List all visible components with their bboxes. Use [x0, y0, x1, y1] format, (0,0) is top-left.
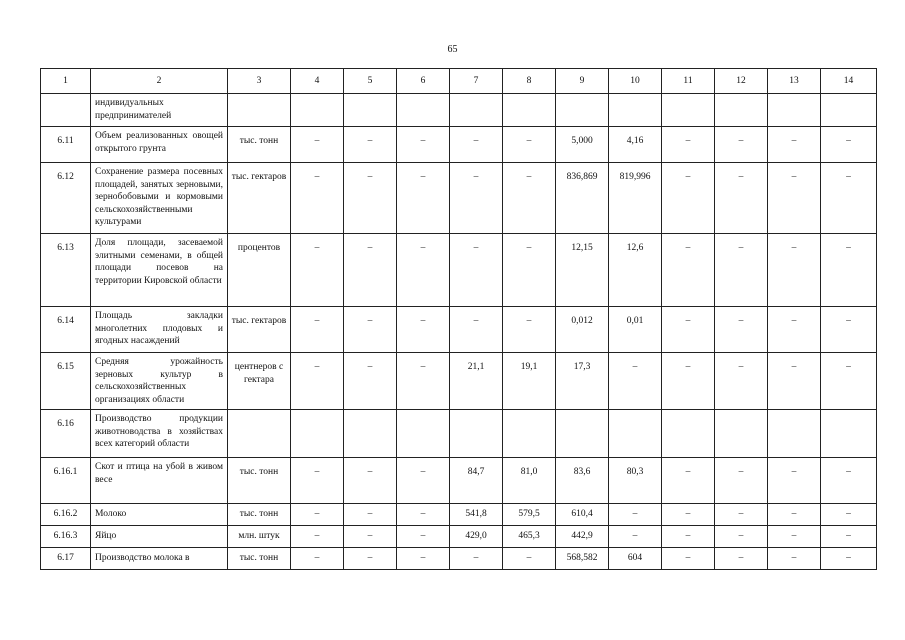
- value-cell: –: [821, 526, 877, 548]
- indicator-name: Доля площади, засеваемой элитными семенами, в общей площади посевов на территории Кировской области: [91, 234, 228, 307]
- indicator-name: Площадь закладки многолетних плодовых и ягодных насаждений: [91, 307, 228, 353]
- value-cell: 579,5: [503, 504, 556, 526]
- value-cell: –: [821, 504, 877, 526]
- row-number: 6.15: [41, 353, 91, 410]
- value-cell: [450, 410, 503, 458]
- indicator-name: Объем реализованных овощей открытого грунта: [91, 127, 228, 163]
- value-cell: –: [397, 307, 450, 353]
- header-cell: 5: [344, 69, 397, 94]
- header-cell: 6: [397, 69, 450, 94]
- value-cell: 84,7: [450, 458, 503, 504]
- value-cell: 4,16: [609, 127, 662, 163]
- value-cell: [556, 410, 609, 458]
- unit-cell: млн. штук: [228, 526, 291, 548]
- indicator-name: Яйцо: [91, 526, 228, 548]
- value-cell: –: [291, 163, 344, 234]
- value-cell: 819,996: [609, 163, 662, 234]
- value-cell: –: [397, 526, 450, 548]
- value-cell: –: [662, 526, 715, 548]
- header-cell: 10: [609, 69, 662, 94]
- value-cell: [503, 94, 556, 127]
- value-cell: –: [821, 458, 877, 504]
- value-cell: [715, 94, 768, 127]
- value-cell: 568,582: [556, 548, 609, 570]
- table-row: [41, 458, 877, 504]
- header-cell: 3: [228, 69, 291, 94]
- value-cell: –: [768, 548, 821, 570]
- value-cell: –: [344, 163, 397, 234]
- value-cell: 465,3: [503, 526, 556, 548]
- value-cell: [662, 94, 715, 127]
- value-cell: [291, 94, 344, 127]
- header-cell: 12: [715, 69, 768, 94]
- value-cell: [291, 410, 344, 458]
- row-number: 6.16.3: [41, 526, 91, 548]
- value-cell: –: [503, 548, 556, 570]
- unit-cell: [228, 410, 291, 458]
- value-cell: –: [821, 127, 877, 163]
- table-row: [41, 548, 877, 570]
- page-number: 65: [447, 44, 458, 55]
- value-cell: –: [503, 163, 556, 234]
- value-cell: –: [662, 458, 715, 504]
- value-cell: –: [291, 307, 344, 353]
- value-cell: [556, 94, 609, 127]
- row-number: 6.14: [41, 307, 91, 353]
- value-cell: –: [291, 548, 344, 570]
- value-cell: –: [715, 127, 768, 163]
- indicator-name: Производство продукции животноводства в хозяйствах всех категорий области: [91, 410, 228, 458]
- value-cell: –: [344, 526, 397, 548]
- value-cell: –: [768, 458, 821, 504]
- value-cell: –: [503, 234, 556, 307]
- value-cell: –: [715, 526, 768, 548]
- value-cell: –: [344, 307, 397, 353]
- unit-cell: тыс. гектаров: [228, 163, 291, 234]
- value-cell: 19,1: [503, 353, 556, 410]
- header-cell: 8: [503, 69, 556, 94]
- row-number: 6.11: [41, 127, 91, 163]
- value-cell: –: [821, 234, 877, 307]
- value-cell: –: [768, 504, 821, 526]
- table-row: [41, 526, 877, 548]
- value-cell: –: [768, 526, 821, 548]
- value-cell: 0,01: [609, 307, 662, 353]
- value-cell: 541,8: [450, 504, 503, 526]
- value-cell: –: [344, 548, 397, 570]
- value-cell: 429,0: [450, 526, 503, 548]
- header-row: [41, 69, 877, 94]
- value-cell: –: [450, 163, 503, 234]
- value-cell: –: [768, 163, 821, 234]
- value-cell: –: [397, 504, 450, 526]
- value-cell: [662, 410, 715, 458]
- indicator-name: Средняя урожайность зерновых культур в сельскохозяйственных организациях области: [91, 353, 228, 410]
- value-cell: –: [291, 353, 344, 410]
- value-cell: –: [397, 548, 450, 570]
- value-cell: –: [715, 548, 768, 570]
- table-row: [41, 353, 877, 410]
- value-cell: [821, 94, 877, 127]
- unit-cell: тыс. гектаров: [228, 307, 291, 353]
- value-cell: [768, 94, 821, 127]
- value-cell: [609, 410, 662, 458]
- indicators-table: [40, 68, 877, 570]
- value-cell: –: [397, 353, 450, 410]
- value-cell: 81,0: [503, 458, 556, 504]
- indicator-name: Производство молока в: [91, 548, 228, 570]
- value-cell: –: [715, 163, 768, 234]
- row-number: 6.16.2: [41, 504, 91, 526]
- value-cell: 12,15: [556, 234, 609, 307]
- row-number: 6.13: [41, 234, 91, 307]
- value-cell: –: [715, 504, 768, 526]
- value-cell: –: [821, 163, 877, 234]
- value-cell: –: [450, 234, 503, 307]
- value-cell: –: [344, 353, 397, 410]
- value-cell: –: [821, 548, 877, 570]
- value-cell: –: [715, 458, 768, 504]
- value-cell: [344, 410, 397, 458]
- header-cell: 4: [291, 69, 344, 94]
- value-cell: –: [344, 504, 397, 526]
- value-cell: [503, 410, 556, 458]
- unit-cell: тыс. тонн: [228, 127, 291, 163]
- table-row: [41, 127, 877, 163]
- value-cell: [450, 94, 503, 127]
- value-cell: –: [662, 353, 715, 410]
- value-cell: –: [291, 458, 344, 504]
- header-cell: 1: [41, 69, 91, 94]
- value-cell: 21,1: [450, 353, 503, 410]
- value-cell: –: [397, 163, 450, 234]
- value-cell: 80,3: [609, 458, 662, 504]
- table-row: [41, 94, 877, 127]
- row-number: 6.16: [41, 410, 91, 458]
- value-cell: –: [662, 234, 715, 307]
- value-cell: –: [450, 127, 503, 163]
- unit-cell: тыс. тонн: [228, 548, 291, 570]
- value-cell: –: [503, 307, 556, 353]
- value-cell: –: [291, 526, 344, 548]
- unit-cell: центнеров с гектара: [228, 353, 291, 410]
- value-cell: –: [715, 307, 768, 353]
- value-cell: [821, 410, 877, 458]
- table-row: [41, 307, 877, 353]
- indicator-name: Скот и птица на убой в живом весе: [91, 458, 228, 504]
- value-cell: –: [291, 234, 344, 307]
- value-cell: 604: [609, 548, 662, 570]
- unit-cell: тыс. тонн: [228, 458, 291, 504]
- value-cell: –: [291, 504, 344, 526]
- row-number: 6.17: [41, 548, 91, 570]
- table-row: [41, 410, 877, 458]
- header-cell: 11: [662, 69, 715, 94]
- value-cell: –: [609, 504, 662, 526]
- value-cell: –: [503, 127, 556, 163]
- value-cell: –: [821, 353, 877, 410]
- value-cell: [609, 94, 662, 127]
- value-cell: –: [609, 353, 662, 410]
- value-cell: –: [450, 307, 503, 353]
- row-number: 6.16.1: [41, 458, 91, 504]
- row-number: 6.12: [41, 163, 91, 234]
- value-cell: –: [662, 548, 715, 570]
- value-cell: [715, 410, 768, 458]
- value-cell: –: [344, 234, 397, 307]
- value-cell: –: [662, 127, 715, 163]
- value-cell: 83,6: [556, 458, 609, 504]
- value-cell: –: [768, 127, 821, 163]
- value-cell: –: [662, 504, 715, 526]
- table-row: [41, 163, 877, 234]
- value-cell: –: [344, 127, 397, 163]
- header-cell: 9: [556, 69, 609, 94]
- value-cell: [397, 410, 450, 458]
- value-cell: –: [397, 127, 450, 163]
- header-cell: 13: [768, 69, 821, 94]
- value-cell: –: [662, 163, 715, 234]
- value-cell: –: [715, 353, 768, 410]
- value-cell: –: [450, 548, 503, 570]
- table-row: [41, 234, 877, 307]
- table-row: [41, 504, 877, 526]
- value-cell: –: [397, 234, 450, 307]
- value-cell: 5,000: [556, 127, 609, 163]
- unit-cell: [228, 94, 291, 127]
- value-cell: –: [768, 234, 821, 307]
- value-cell: –: [715, 234, 768, 307]
- header-cell: 14: [821, 69, 877, 94]
- value-cell: [768, 410, 821, 458]
- value-cell: –: [344, 458, 397, 504]
- value-cell: 610,4: [556, 504, 609, 526]
- value-cell: 442,9: [556, 526, 609, 548]
- value-cell: [397, 94, 450, 127]
- value-cell: –: [662, 307, 715, 353]
- value-cell: –: [821, 307, 877, 353]
- value-cell: –: [291, 127, 344, 163]
- header-cell: 7: [450, 69, 503, 94]
- indicator-name: Молоко: [91, 504, 228, 526]
- value-cell: –: [397, 458, 450, 504]
- value-cell: –: [768, 307, 821, 353]
- unit-cell: процентов: [228, 234, 291, 307]
- value-cell: 836,869: [556, 163, 609, 234]
- value-cell: [344, 94, 397, 127]
- indicator-name: Сохранение размера посевных площадей, занятых зерновыми, зернобобовыми и кормовыми сельскохозяйственными культурами: [91, 163, 228, 234]
- indicator-name: индивидуальных предпринимателей: [91, 94, 228, 127]
- value-cell: –: [609, 526, 662, 548]
- value-cell: –: [768, 353, 821, 410]
- value-cell: 17,3: [556, 353, 609, 410]
- unit-cell: тыс. тонн: [228, 504, 291, 526]
- value-cell: 12,6: [609, 234, 662, 307]
- header-cell: 2: [91, 69, 228, 94]
- value-cell: 0,012: [556, 307, 609, 353]
- row-number: [41, 94, 91, 127]
